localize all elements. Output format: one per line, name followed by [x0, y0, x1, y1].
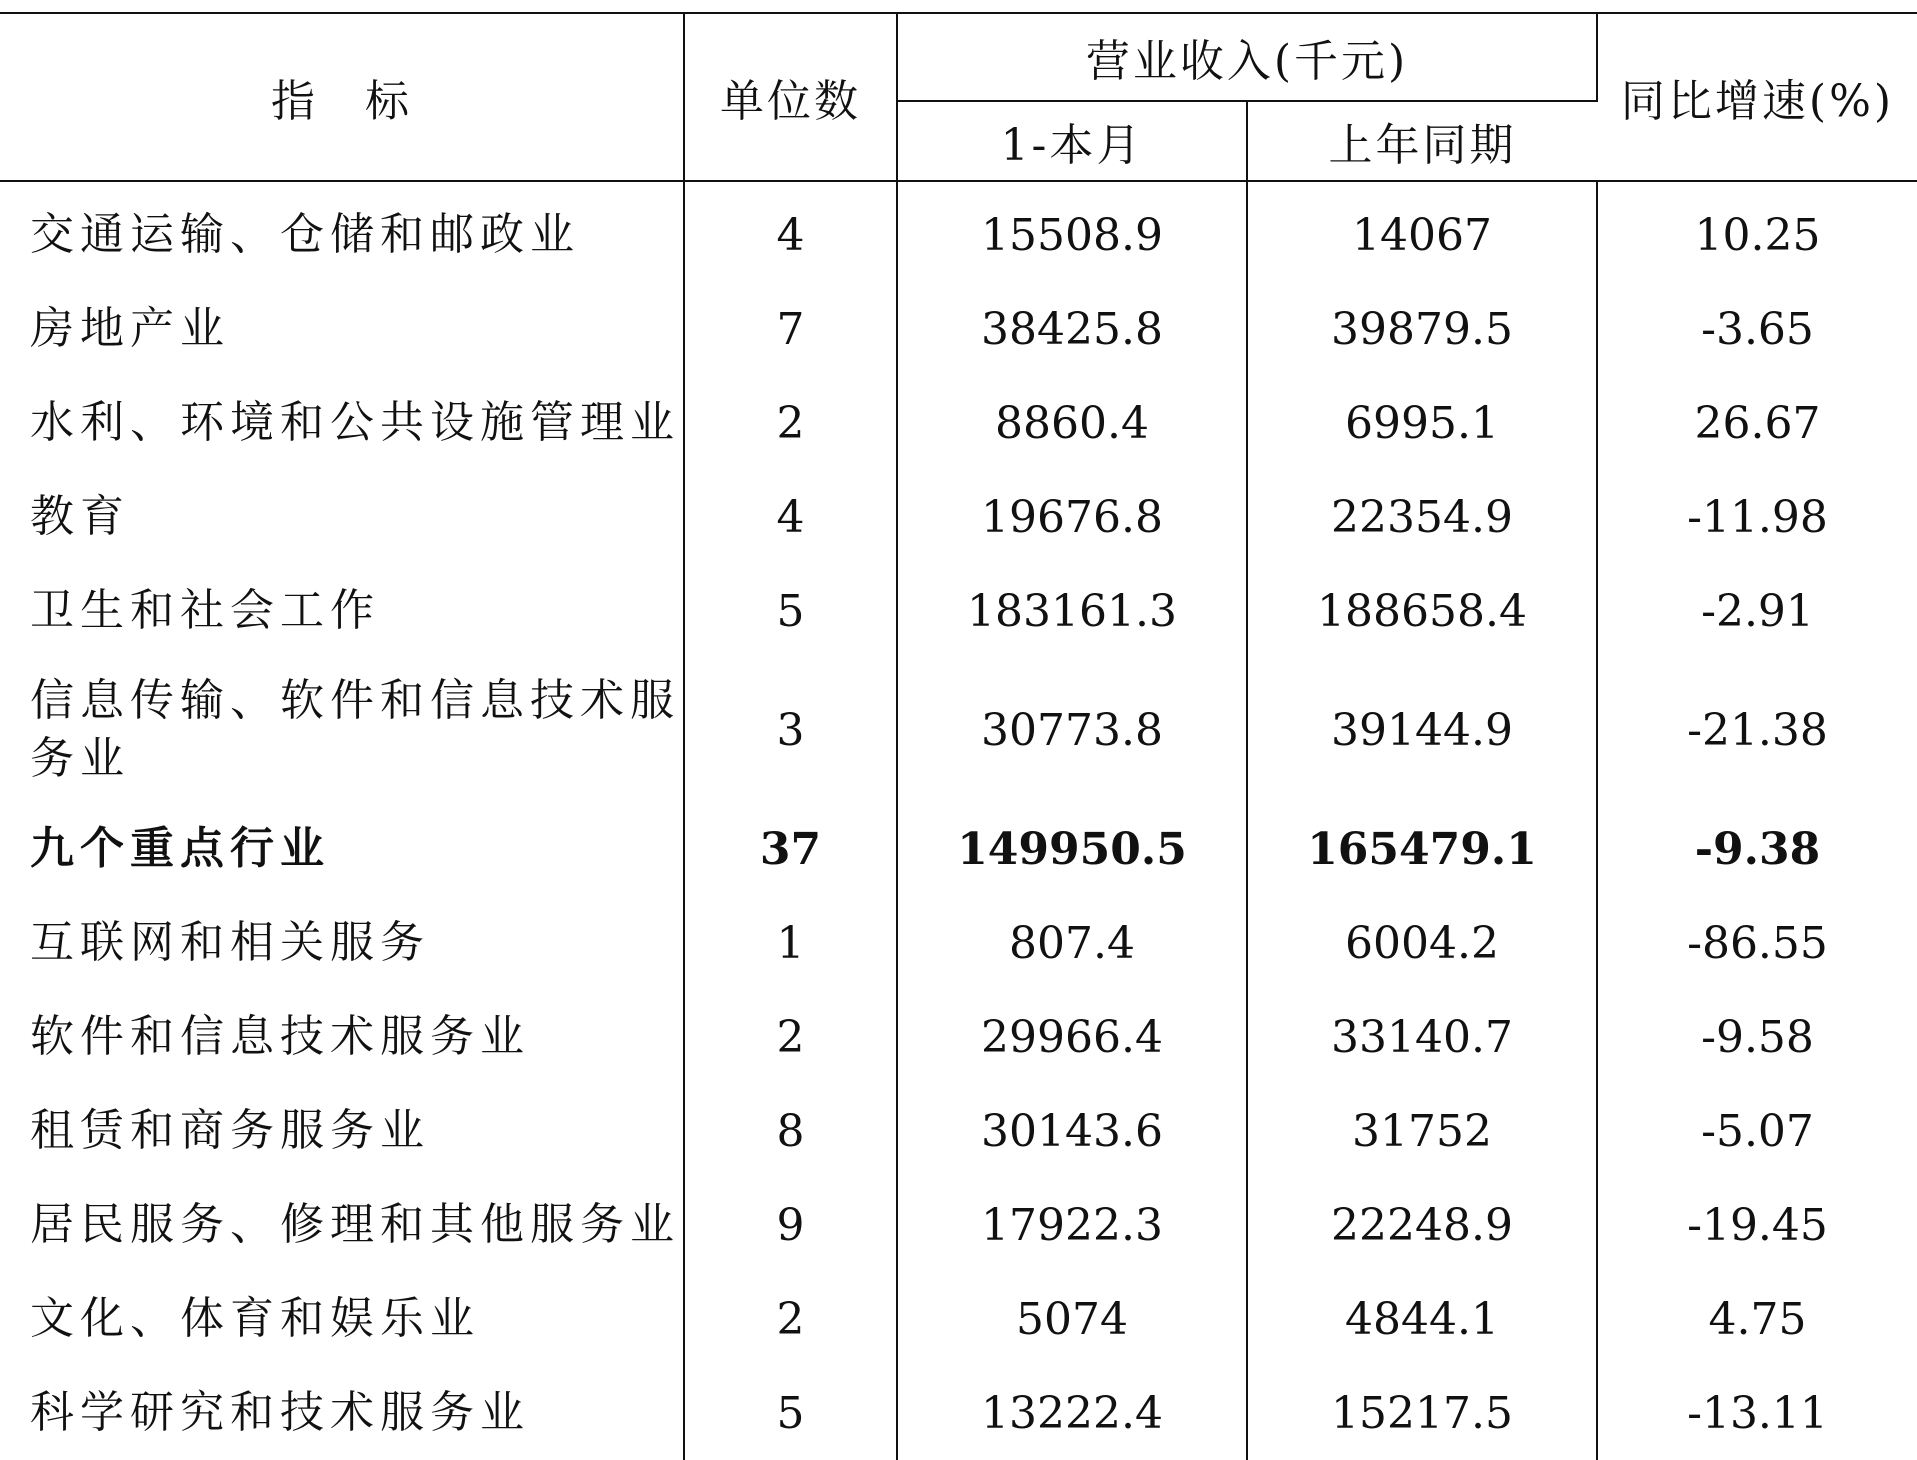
header-indicator: 指 标 — [0, 13, 684, 181]
row-units: 5 — [684, 1366, 897, 1460]
row-growth: 26.67 — [1694, 397, 1821, 449]
row-current: 13222.4 — [897, 1366, 1247, 1460]
row-growth: -9.58 — [1701, 1011, 1814, 1063]
row-last-year: 22248.9 — [1247, 1178, 1597, 1272]
row-last-year: 188658.4 — [1247, 564, 1597, 658]
row-units: 7 — [684, 282, 897, 376]
header-last-year: 上年同期 — [1247, 101, 1597, 181]
row-current: 30773.8 — [897, 658, 1247, 802]
row-growth: -11.98 — [1687, 491, 1828, 543]
row-current: 183161.3 — [897, 564, 1247, 658]
row-name: 文化、体育和娱乐业 — [0, 1272, 684, 1366]
table-header — [0, 13, 1917, 181]
row-name: 科学研究和技术服务业 — [0, 1366, 684, 1460]
table-row — [0, 1272, 1917, 1366]
row-growth: 10.25 — [1694, 209, 1821, 261]
header-growth: 同比增速(%) — [1597, 13, 1917, 181]
row-name: 居民服务、修理和其他服务业 — [0, 1178, 684, 1272]
row-units: 3 — [684, 658, 897, 802]
row-current: 19676.8 — [897, 470, 1247, 564]
row-name: 九个重点行业 — [0, 802, 684, 896]
row-current: 15508.9 — [897, 181, 1247, 282]
table-row — [0, 470, 1917, 564]
row-units: 8 — [684, 1084, 897, 1178]
row-current: 8860.4 — [897, 376, 1247, 470]
table-row — [0, 181, 1917, 282]
row-name: 信息传输、软件和信息技术服务业 — [0, 658, 684, 802]
row-last-year: 39144.9 — [1247, 658, 1597, 802]
row-units: 2 — [684, 1272, 897, 1366]
table-row — [0, 658, 1917, 802]
row-growth: -21.38 — [1687, 704, 1828, 756]
row-current: 5074 — [897, 1272, 1247, 1366]
row-current: 38425.8 — [897, 282, 1247, 376]
row-last-year: 39879.5 — [1247, 282, 1597, 376]
row-name: 房地产业 — [0, 282, 684, 376]
row-name: 租赁和商务服务业 — [0, 1084, 684, 1178]
row-last-year: 14067 — [1247, 181, 1597, 282]
row-last-year: 6995.1 — [1247, 376, 1597, 470]
table-row-total — [0, 802, 1917, 896]
row-growth: -2.91 — [1701, 585, 1814, 637]
row-units: 1 — [684, 896, 897, 990]
table-row — [0, 282, 1917, 376]
row-name: 卫生和社会工作 — [0, 564, 684, 658]
row-current: 149950.5 — [897, 802, 1247, 896]
row-current: 30143.6 — [897, 1084, 1247, 1178]
row-name: 软件和信息技术服务业 — [0, 990, 684, 1084]
row-last-year: 15217.5 — [1247, 1366, 1597, 1460]
table-row — [0, 1084, 1917, 1178]
row-name: 教育 — [0, 470, 684, 564]
header-revenue-group: 营业收入(千元) — [897, 13, 1597, 101]
row-units: 37 — [684, 802, 897, 896]
row-growth: 4.75 — [1708, 1293, 1807, 1345]
row-last-year: 31752 — [1247, 1084, 1597, 1178]
header-current: 1-本月 — [897, 101, 1247, 181]
table-row — [0, 376, 1917, 470]
row-growth: -3.65 — [1701, 303, 1814, 355]
row-name: 水利、环境和公共设施管理业 — [0, 376, 684, 470]
row-current: 17922.3 — [897, 1178, 1247, 1272]
row-growth: -86.55 — [1687, 917, 1828, 969]
row-growth: -5.07 — [1701, 1105, 1814, 1157]
row-current: 807.4 — [897, 896, 1247, 990]
row-units: 2 — [684, 376, 897, 470]
row-name: 交通运输、仓储和邮政业 — [0, 181, 684, 282]
row-name: 互联网和相关服务 — [0, 896, 684, 990]
header-units: 单位数 — [684, 13, 897, 181]
table-row — [0, 1178, 1917, 1272]
row-units: 9 — [684, 1178, 897, 1272]
row-last-year: 33140.7 — [1247, 990, 1597, 1084]
statistics-table — [0, 12, 1917, 1460]
row-units: 2 — [684, 990, 897, 1084]
row-growth: -13.11 — [1687, 1387, 1828, 1439]
row-current: 29966.4 — [897, 990, 1247, 1084]
row-units: 4 — [684, 181, 897, 282]
row-growth: -19.45 — [1687, 1199, 1828, 1251]
row-units: 4 — [684, 470, 897, 564]
table-row — [0, 896, 1917, 990]
table-row — [0, 990, 1917, 1084]
row-last-year: 22354.9 — [1247, 470, 1597, 564]
row-units: 5 — [684, 564, 897, 658]
row-last-year: 6004.2 — [1247, 896, 1597, 990]
row-last-year: 4844.1 — [1247, 1272, 1597, 1366]
row-last-year: 165479.1 — [1247, 802, 1597, 896]
row-growth: -9.38 — [1694, 823, 1821, 875]
table-row — [0, 564, 1917, 658]
table-body — [0, 181, 1917, 1460]
table-row — [0, 1366, 1917, 1460]
